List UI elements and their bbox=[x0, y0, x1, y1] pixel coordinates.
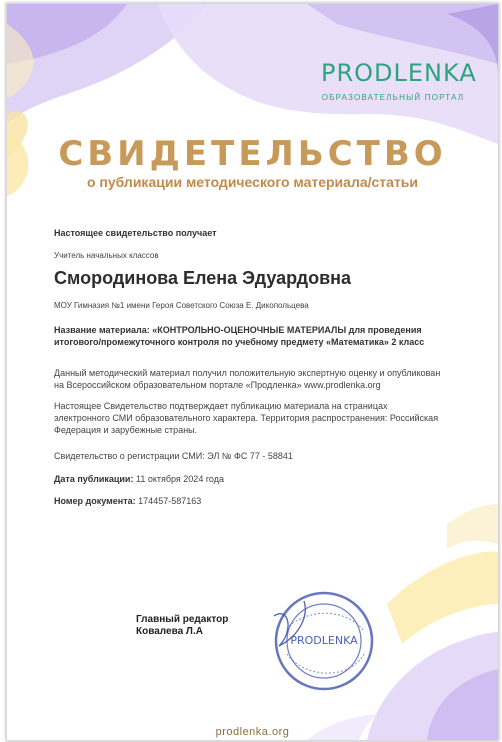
recipient-name: Смородинова Елена Эдуардовна bbox=[54, 268, 352, 288]
document-number bbox=[54, 495, 454, 507]
date-value: 11 октября 2024 года bbox=[135, 474, 224, 484]
certificate-title: СВИДЕТЕЛЬСТВО bbox=[58, 134, 447, 174]
registration-text: Свидетельство о регистрации СМИ: ЭЛ № ФС 77 - 58841 bbox=[54, 451, 293, 461]
date-label: Дата публикации: bbox=[54, 474, 134, 484]
material-label: Название материала: bbox=[54, 325, 150, 335]
publication-date bbox=[54, 473, 454, 485]
stamp-seal bbox=[269, 586, 379, 696]
doc-value: 174457-587163 bbox=[138, 496, 202, 506]
certificate-page bbox=[6, 3, 499, 741]
footer-url: prodlenka.org bbox=[215, 726, 290, 738]
position-text: Учитель начальных классов bbox=[54, 251, 159, 260]
editor-role: Главный редактор bbox=[136, 614, 229, 625]
doc-label: Номер документа: bbox=[54, 496, 136, 506]
logo: PRODLENKA bbox=[321, 59, 477, 87]
material-title bbox=[54, 324, 444, 348]
editor-name: Ковалева Л.А bbox=[136, 626, 203, 637]
school-text: МОУ Гимназия №1 имени Героя Советского Союза Е. Дикопольцева bbox=[54, 301, 309, 310]
receives-text: Настоящее свидетельство получает bbox=[54, 228, 217, 238]
certificate-subtitle: о публикации методического материала/статьи bbox=[86, 174, 419, 190]
confirm-text: Настоящее Свидетельство подтверждает публикацию материала на страницах электронного СМИ образовательного характера. Территория распространения: Российская Федерация и зарубежные страны. bbox=[54, 401, 439, 435]
editor-signature-block bbox=[136, 614, 228, 638]
material-name: «КОНТРОЛЬНО-ОЦЕНОЧНЫЕ МАТЕРИАЛЫ для проведения итогового/промежуточного контроля по учебному предмету «Математика» 2 класс bbox=[54, 325, 425, 347]
expert-text: Данный методический материал получил положительную экспертную оценку и опубликован на Всероссийском образовательном портале «Продленка» www.prodlenka.org bbox=[54, 368, 441, 390]
stamp-text: PRODLENKA bbox=[290, 634, 358, 647]
logo-subtitle: ОБРАЗОВАТЕЛЬНЫЙ ПОРТАЛ bbox=[321, 93, 465, 102]
